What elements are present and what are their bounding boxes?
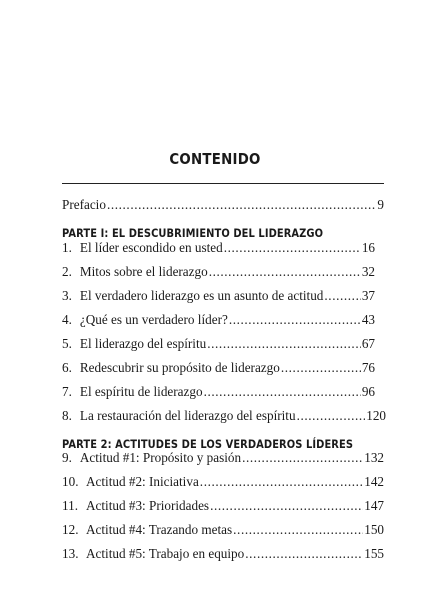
entry-page-number: 96 (361, 384, 375, 399)
toc-entry (62, 522, 384, 538)
chapter-number: 2. (62, 264, 72, 279)
entry-page-number: 16 (361, 240, 375, 255)
entry-page-number: 37 (361, 288, 375, 303)
entry-title: La restauración del liderazgo del espíritu (79, 408, 296, 423)
toc-entry (62, 498, 384, 514)
entry-title: Actitud #3: Prioridades (86, 498, 210, 513)
chapter-number: 8. (62, 408, 72, 423)
toc-entry (62, 288, 375, 304)
toc-entry (62, 450, 384, 466)
entry-page-number: 120 (366, 408, 386, 423)
chapter-number: 13. (62, 546, 79, 561)
dot-leader (207, 336, 361, 352)
contents-title: CONTENIDO (169, 150, 261, 168)
chapter-number: 1. (62, 240, 72, 255)
chapter-number: 3. (62, 288, 72, 303)
title-divider (62, 183, 384, 184)
dot-leader (224, 240, 361, 256)
entry-page-number: 9 (377, 197, 384, 212)
entry-page-number: 150 (364, 522, 384, 537)
entry-title: Actitud #2: Iniciativa (86, 474, 199, 489)
chapter-number: 6. (62, 360, 72, 375)
dot-leader (233, 522, 363, 538)
entry-page-number: 147 (364, 498, 384, 513)
chapter-number: 12. (62, 522, 79, 537)
chapter-number: 5. (62, 336, 72, 351)
chapter-number: 11. (62, 498, 78, 513)
entry-title: El espíritu de liderazgo (79, 384, 203, 399)
dot-leader (324, 288, 360, 304)
entry-page-number: 132 (364, 450, 384, 465)
dot-leader (245, 546, 363, 562)
entry-page-number: 76 (361, 360, 375, 375)
entry-page-number: 43 (361, 312, 375, 327)
entry-title: El liderazgo del espíritu (79, 336, 207, 351)
toc-entry (62, 474, 384, 490)
dot-leader (200, 474, 363, 490)
entry-title: Redescubrir su propósito de liderazgo (79, 360, 280, 375)
dot-leader (297, 408, 366, 424)
chapter-number: 10. (62, 474, 79, 489)
entry-page-number: 155 (364, 546, 384, 561)
dot-leader (242, 450, 363, 466)
entry-title: Prefacio (62, 197, 106, 212)
entry-page-number: 67 (361, 336, 375, 351)
part-heading: PARTE I: EL DESCUBRIMIENTO DEL LIDERAZGO (62, 226, 324, 240)
dot-leader (107, 197, 376, 213)
toc-entry (62, 264, 375, 280)
dot-leader (204, 384, 361, 400)
entry-title: ¿Qué es un verdadero líder? (79, 312, 228, 327)
entry-page-number: 32 (361, 264, 375, 279)
entry-title: Actitud #4: Trazando metas (86, 522, 233, 537)
entry-title: El líder escondido en usted (79, 240, 223, 255)
toc-entry (62, 336, 375, 352)
dot-leader (281, 360, 361, 376)
toc-entry (62, 384, 375, 400)
entry-title: Mitos sobre el liderazgo (79, 264, 208, 279)
toc-entry (62, 240, 375, 256)
entry-title: El verdadero liderazgo es un asunto de actitud (79, 288, 324, 303)
entry-page-number: 142 (364, 474, 384, 489)
chapter-number: 9. (62, 450, 72, 465)
part-heading: PARTE 2: ACTITUDES DE LOS VERDADEROS LÍDERES (62, 437, 354, 451)
entry-title: Actitud #1: Propósito y pasión (79, 450, 242, 465)
dot-leader (229, 312, 361, 328)
toc-entry-preface (62, 197, 384, 213)
toc-entry (62, 312, 375, 328)
entry-title: Actitud #5: Trabajo en equipo (86, 546, 245, 561)
chapter-number: 7. (62, 384, 72, 399)
dot-leader (210, 498, 363, 514)
toc-entry (62, 408, 386, 424)
dot-leader (209, 264, 361, 280)
toc-entry (62, 360, 375, 376)
chapter-number: 4. (62, 312, 72, 327)
toc-entry (62, 546, 384, 562)
